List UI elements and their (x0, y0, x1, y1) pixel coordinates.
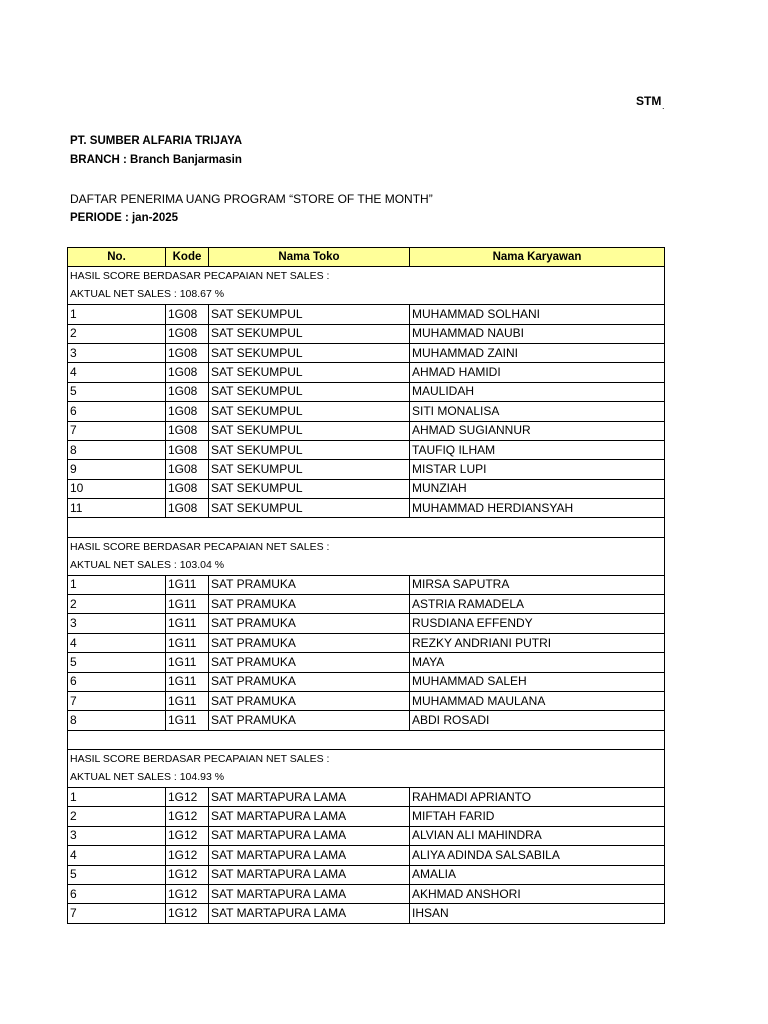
cell-nama-toko: SAT SEKUMPUL (209, 402, 410, 421)
cell-kode: 1G11 (166, 691, 209, 710)
cell-kode: 1G08 (166, 460, 209, 479)
cell-nama-karyawan: MIRSA SAPUTRA (410, 575, 665, 594)
cell-nama-toko: SAT PRAMUKA (209, 691, 410, 710)
document-title: DAFTAR PENERIMA UANG PROGRAM “STORE OF THE MONTH” (70, 192, 433, 206)
cell-nama-toko: SAT SEKUMPUL (209, 382, 410, 401)
cell-kode: 1G08 (166, 499, 209, 518)
table-body (68, 267, 665, 923)
cell-kode: 1G08 (166, 382, 209, 401)
cell-nama-toko: SAT MARTAPURA LAMA (209, 904, 410, 923)
cell-nama-toko: SAT PRAMUKA (209, 672, 410, 691)
table-row (68, 421, 665, 440)
cell-no: 3 (68, 826, 166, 845)
table-row (68, 633, 665, 652)
cell-nama-karyawan: MISTAR LUPI (410, 460, 665, 479)
col-header-nama-toko: Nama Toko (209, 248, 410, 267)
cell-nama-toko: SAT SEKUMPUL (209, 324, 410, 343)
table-row (68, 382, 665, 401)
group-score-label-row (68, 267, 665, 286)
cell-nama-karyawan: MIFTAH FARID (410, 807, 665, 826)
table-row (68, 904, 665, 923)
cell-nama-karyawan: AKHMAD ANSHORI (410, 884, 665, 903)
cell-no: 5 (68, 653, 166, 672)
actual-net-sales: AKTUAL NET SALES : 104.93 % (68, 769, 665, 788)
document-code-dot: . (662, 101, 665, 111)
cell-kode: 1G08 (166, 324, 209, 343)
table-row (68, 460, 665, 479)
score-label: HASIL SCORE BERDASAR PECAPAIAN NET SALES : (68, 750, 665, 769)
cell-nama-karyawan: SITI MONALISA (410, 402, 665, 421)
table-row (68, 807, 665, 826)
cell-nama-karyawan: MUHAMMAD ZAINI (410, 343, 665, 362)
cell-no: 6 (68, 402, 166, 421)
cell-kode: 1G12 (166, 787, 209, 806)
spacer-cell (68, 730, 665, 749)
cell-kode: 1G08 (166, 421, 209, 440)
cell-nama-karyawan: MUHAMMAD NAUBI (410, 324, 665, 343)
table-row (68, 402, 665, 421)
table-row (68, 653, 665, 672)
cell-nama-toko: SAT PRAMUKA (209, 711, 410, 730)
cell-nama-karyawan: MAYA (410, 653, 665, 672)
cell-nama-karyawan: AHMAD SUGIANNUR (410, 421, 665, 440)
cell-kode: 1G12 (166, 826, 209, 845)
cell-nama-karyawan: ALVIAN ALI MAHINDRA (410, 826, 665, 845)
table-row (68, 865, 665, 884)
group-actual-sales-row (68, 286, 665, 305)
cell-nama-toko: SAT MARTAPURA LAMA (209, 807, 410, 826)
cell-kode: 1G08 (166, 305, 209, 324)
cell-no: 7 (68, 691, 166, 710)
table-row (68, 479, 665, 498)
score-label: HASIL SCORE BERDASAR PECAPAIAN NET SALES : (68, 267, 665, 286)
cell-kode: 1G11 (166, 653, 209, 672)
cell-kode: 1G11 (166, 614, 209, 633)
cell-nama-toko: SAT SEKUMPUL (209, 363, 410, 382)
cell-kode: 1G08 (166, 479, 209, 498)
table-row (68, 787, 665, 806)
cell-nama-karyawan: AHMAD HAMIDI (410, 363, 665, 382)
cell-no: 3 (68, 614, 166, 633)
cell-nama-toko: SAT PRAMUKA (209, 614, 410, 633)
cell-kode: 1G11 (166, 711, 209, 730)
group-score-label-row (68, 537, 665, 556)
table-row (68, 343, 665, 362)
cell-kode: 1G12 (166, 904, 209, 923)
cell-no: 3 (68, 343, 166, 362)
cell-nama-karyawan: RAHMADI APRIANTO (410, 787, 665, 806)
cell-no: 6 (68, 672, 166, 691)
cell-nama-karyawan: ASTRIA RAMADELA (410, 595, 665, 614)
spacer-cell (68, 518, 665, 537)
cell-nama-toko: SAT MARTAPURA LAMA (209, 884, 410, 903)
col-header-kode: Kode (166, 248, 209, 267)
cell-nama-toko: SAT PRAMUKA (209, 633, 410, 652)
cell-no: 4 (68, 633, 166, 652)
cell-nama-toko: SAT MARTAPURA LAMA (209, 865, 410, 884)
table-row (68, 499, 665, 518)
document-code: STM (636, 94, 662, 108)
cell-no: 4 (68, 363, 166, 382)
cell-nama-karyawan: MUHAMMAD HERDIANSYAH (410, 499, 665, 518)
cell-nama-karyawan: MUHAMMAD MAULANA (410, 691, 665, 710)
cell-no: 8 (68, 711, 166, 730)
col-header-no: No. (68, 248, 166, 267)
cell-nama-toko: SAT SEKUMPUL (209, 343, 410, 362)
cell-kode: 1G11 (166, 575, 209, 594)
cell-kode: 1G11 (166, 595, 209, 614)
actual-net-sales: AKTUAL NET SALES : 103.04 % (68, 556, 665, 575)
cell-nama-karyawan: RUSDIANA EFFENDY (410, 614, 665, 633)
cell-nama-toko: SAT PRAMUKA (209, 595, 410, 614)
cell-nama-toko: SAT MARTAPURA LAMA (209, 826, 410, 845)
table-row (68, 440, 665, 459)
table-row (68, 691, 665, 710)
cell-nama-toko: SAT SEKUMPUL (209, 460, 410, 479)
table-row (68, 305, 665, 324)
cell-nama-karyawan: MUHAMMAD SOLHANI (410, 305, 665, 324)
cell-nama-karyawan: TAUFIQ ILHAM (410, 440, 665, 459)
branch-name: BRANCH : Branch Banjarmasin (70, 154, 242, 166)
cell-kode: 1G11 (166, 633, 209, 652)
cell-nama-karyawan: MAULIDAH (410, 382, 665, 401)
cell-nama-karyawan: MUNZIAH (410, 479, 665, 498)
table-row (68, 884, 665, 903)
recipient-table (67, 247, 665, 924)
cell-no: 9 (68, 460, 166, 479)
cell-kode: 1G08 (166, 343, 209, 362)
cell-nama-toko: SAT MARTAPURA LAMA (209, 787, 410, 806)
group-score-label-row (68, 750, 665, 769)
cell-nama-karyawan: ABDI ROSADI (410, 711, 665, 730)
cell-nama-toko: SAT PRAMUKA (209, 653, 410, 672)
cell-no: 11 (68, 499, 166, 518)
cell-no: 6 (68, 884, 166, 903)
cell-no: 5 (68, 865, 166, 884)
cell-kode: 1G12 (166, 865, 209, 884)
cell-kode: 1G11 (166, 672, 209, 691)
cell-nama-toko: SAT PRAMUKA (209, 575, 410, 594)
table-row (68, 575, 665, 594)
cell-no: 2 (68, 324, 166, 343)
cell-kode: 1G12 (166, 807, 209, 826)
cell-nama-karyawan: ALIYA ADINDA SALSABILA (410, 846, 665, 865)
col-header-nama-karyawan: Nama Karyawan (410, 248, 665, 267)
cell-no: 4 (68, 846, 166, 865)
cell-nama-toko: SAT SEKUMPUL (209, 499, 410, 518)
cell-kode: 1G08 (166, 402, 209, 421)
group-spacer-row (68, 730, 665, 749)
cell-kode: 1G12 (166, 846, 209, 865)
cell-no: 1 (68, 305, 166, 324)
cell-no: 2 (68, 807, 166, 826)
score-label: HASIL SCORE BERDASAR PECAPAIAN NET SALES : (68, 537, 665, 556)
cell-no: 10 (68, 479, 166, 498)
cell-nama-toko: SAT SEKUMPUL (209, 479, 410, 498)
group-actual-sales-row (68, 556, 665, 575)
cell-nama-karyawan: MUHAMMAD SALEH (410, 672, 665, 691)
table-header-row (68, 248, 665, 267)
cell-nama-toko: SAT MARTAPURA LAMA (209, 846, 410, 865)
cell-no: 7 (68, 904, 166, 923)
table-row (68, 595, 665, 614)
company-name: PT. SUMBER ALFARIA TRIJAYA (70, 135, 243, 147)
table-row (68, 672, 665, 691)
table-row (68, 826, 665, 845)
cell-no: 1 (68, 787, 166, 806)
table-row (68, 846, 665, 865)
cell-no: 1 (68, 575, 166, 594)
cell-no: 8 (68, 440, 166, 459)
cell-no: 7 (68, 421, 166, 440)
cell-no: 2 (68, 595, 166, 614)
table-row (68, 363, 665, 382)
cell-nama-karyawan: IHSAN (410, 904, 665, 923)
cell-nama-toko: SAT SEKUMPUL (209, 421, 410, 440)
cell-nama-karyawan: AMALIA (410, 865, 665, 884)
table-row (68, 324, 665, 343)
period: PERIODE : jan-2025 (70, 212, 179, 224)
cell-no: 5 (68, 382, 166, 401)
group-spacer-row (68, 518, 665, 537)
cell-nama-karyawan: REZKY ANDRIANI PUTRI (410, 633, 665, 652)
cell-nama-toko: SAT SEKUMPUL (209, 440, 410, 459)
cell-kode: 1G08 (166, 440, 209, 459)
group-actual-sales-row (68, 769, 665, 788)
cell-kode: 1G12 (166, 884, 209, 903)
table-row (68, 711, 665, 730)
actual-net-sales: AKTUAL NET SALES : 108.67 % (68, 286, 665, 305)
cell-kode: 1G08 (166, 363, 209, 382)
table-row (68, 614, 665, 633)
cell-nama-toko: SAT SEKUMPUL (209, 305, 410, 324)
